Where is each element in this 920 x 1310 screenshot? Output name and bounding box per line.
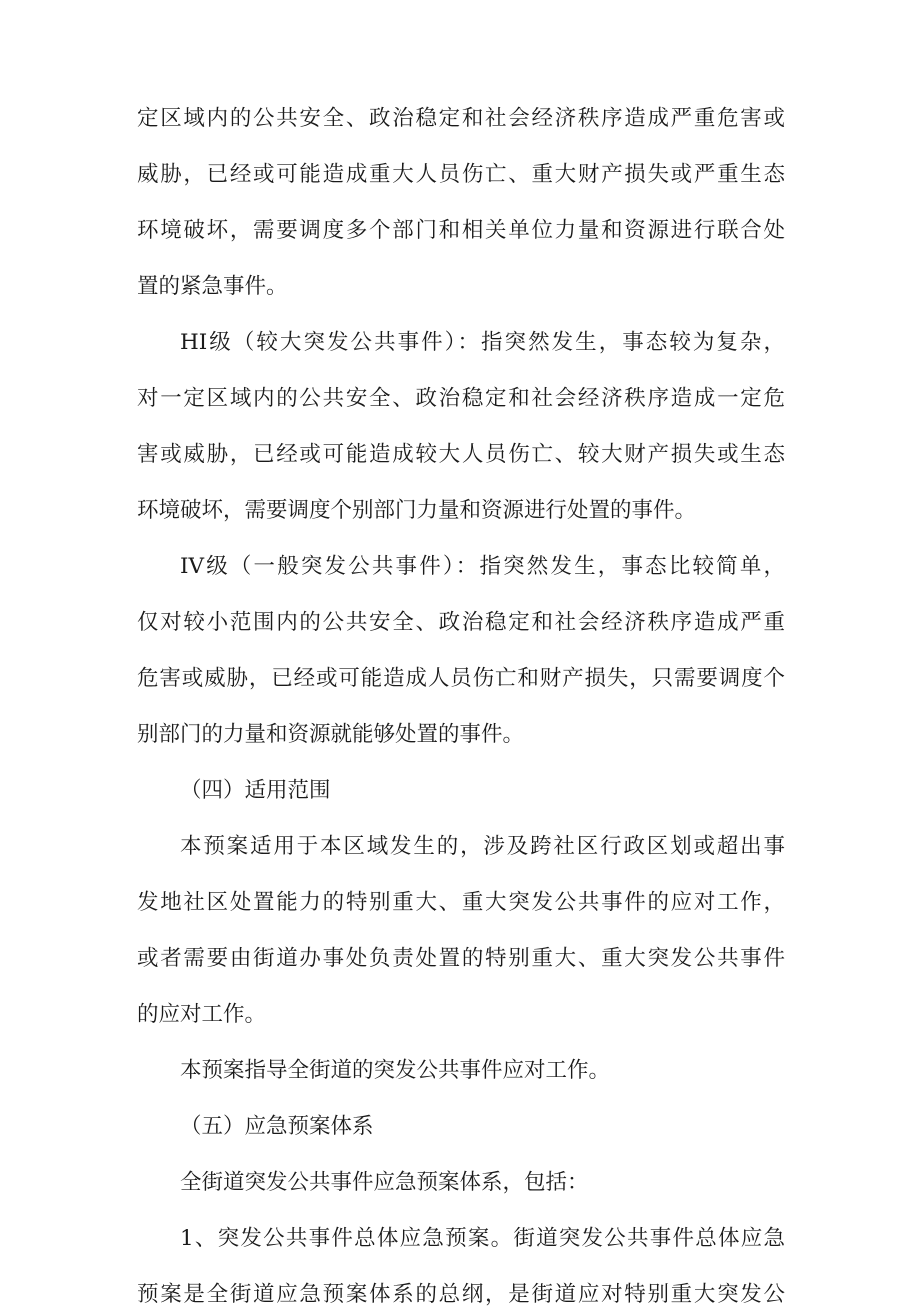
section-heading: （五）应急预案体系 (180, 1114, 374, 1139)
paragraph-line: 对一定区域内的公共安全、政治稳定和社会经济秩序造成一定危 (137, 386, 785, 411)
paragraph-line: 本预案适用于本区域发生的，涉及跨社区行政区划或超出事 (180, 834, 785, 859)
paragraph-line: 危害或威胁，已经或可能造成人员伤亡和财产损失，只需要调度个 (137, 666, 785, 691)
paragraph-line: 定区域内的公共安全、政治稳定和社会经济秩序造成严重危害或 (137, 106, 785, 131)
section-heading: （四）适用范围 (180, 778, 331, 803)
paragraph-line: 预案是全街道应急预案体系的总纲，是街道应对特别重大突发公 (137, 1282, 785, 1307)
paragraph-line: 仅对较小范围内的公共安全、政治稳定和社会经济秩序造成严重 (137, 610, 785, 635)
paragraph-line: 发地社区处置能力的特别重大、重大突发公共事件的应对工作， (137, 890, 785, 915)
paragraph-line: 的应对工作。 (137, 1002, 267, 1027)
paragraph-line: 或者需要由街道办事处负责处置的特别重大、重大突发公共事件 (137, 946, 785, 971)
paragraph-line: 置的紧急事件。 (137, 274, 288, 299)
paragraph-line: 别部门的力量和资源就能够处置的事件。 (137, 722, 525, 747)
paragraph-line: HI级（较大突发公共事件）：指突然发生，事态较为复杂， (180, 330, 785, 355)
paragraph-line: 全街道突发公共事件应急预案体系，包括： (180, 1170, 589, 1195)
paragraph-line: 威胁，已经或可能造成重大人员伤亡、重大财产损失或严重生态 (137, 162, 785, 187)
paragraph-line: 1、突发公共事件总体应急预案。街道突发公共事件总体应急 (180, 1226, 785, 1251)
paragraph-line: 环境破坏，需要调度个别部门力量和资源进行处置的事件。 (137, 498, 697, 523)
paragraph-line: 环境破坏，需要调度多个部门和相关单位力量和资源进行联合处 (137, 218, 785, 243)
paragraph-line: 本预案指导全街道的突发公共事件应对工作。 (180, 1058, 611, 1083)
paragraph-line: 害或威胁，已经或可能造成较大人员伤亡、较大财产损失或生态 (137, 442, 785, 467)
paragraph-line: IV级（一般突发公共事件）：指突然发生，事态比较简单， (180, 554, 785, 579)
